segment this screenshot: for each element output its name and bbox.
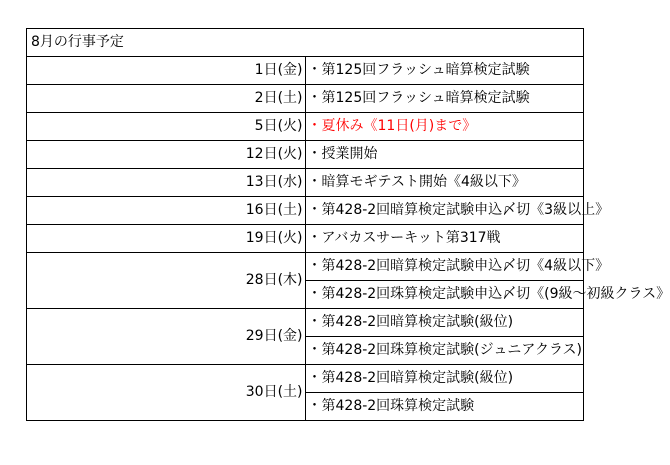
schedule-row [27,365,584,393]
schedule-row [27,197,584,225]
date-cell: 29日(金) [27,309,306,365]
event-cell: ・第428-2回暗算検定試験(級位) [305,309,584,337]
schedule-row [27,141,584,169]
date-cell: 5日(火) [27,113,306,141]
schedule-row [27,113,584,141]
date-cell: 16日(土) [27,197,306,225]
schedule-row [27,85,584,113]
event-cell: ・アバカスサーキット第317戦 [305,225,584,253]
event-cell: ・第428-2回珠算検定試験(ジュニアクラス) [305,337,584,365]
schedule-title: 8月の行事予定 [27,29,584,57]
schedule-row [27,169,584,197]
schedule-body [27,29,670,421]
date-cell: 28日(木) [27,253,306,309]
schedule-row [27,309,584,337]
schedule-row [27,57,584,85]
event-cell: ・第125回フラッシュ暗算検定試験 [305,57,584,85]
event-cell: ・夏休み《11日(月)まで》 [305,113,584,141]
date-cell: 30日(土) [27,365,306,421]
event-cell: ・第428-2回暗算検定試験申込〆切《3級以上》 [305,197,584,225]
date-cell: 12日(火) [27,141,306,169]
event-cell: ・暗算モギテスト開始《4級以下》 [305,169,584,197]
title-row [27,29,584,57]
event-cell: ・第428-2回暗算検定試験(級位) [305,365,584,393]
event-cell: ・授業開始 [305,141,584,169]
event-cell: ・第428-2回暗算検定試験申込〆切《4級以下》 [305,253,584,281]
schedule-row [27,253,584,281]
date-cell: 2日(土) [27,85,306,113]
schedule-table [26,28,670,421]
event-cell: ・第125回フラッシュ暗算検定試験 [305,85,584,113]
event-cell: ・第428-2回珠算検定試験申込〆切《(9級～初級クラス》 [305,281,584,309]
date-cell: 1日(金) [27,57,306,85]
schedule-row [27,225,584,253]
date-cell: 19日(火) [27,225,306,253]
event-cell: ・第428-2回珠算検定試験 [305,393,584,421]
date-cell: 13日(水) [27,169,306,197]
